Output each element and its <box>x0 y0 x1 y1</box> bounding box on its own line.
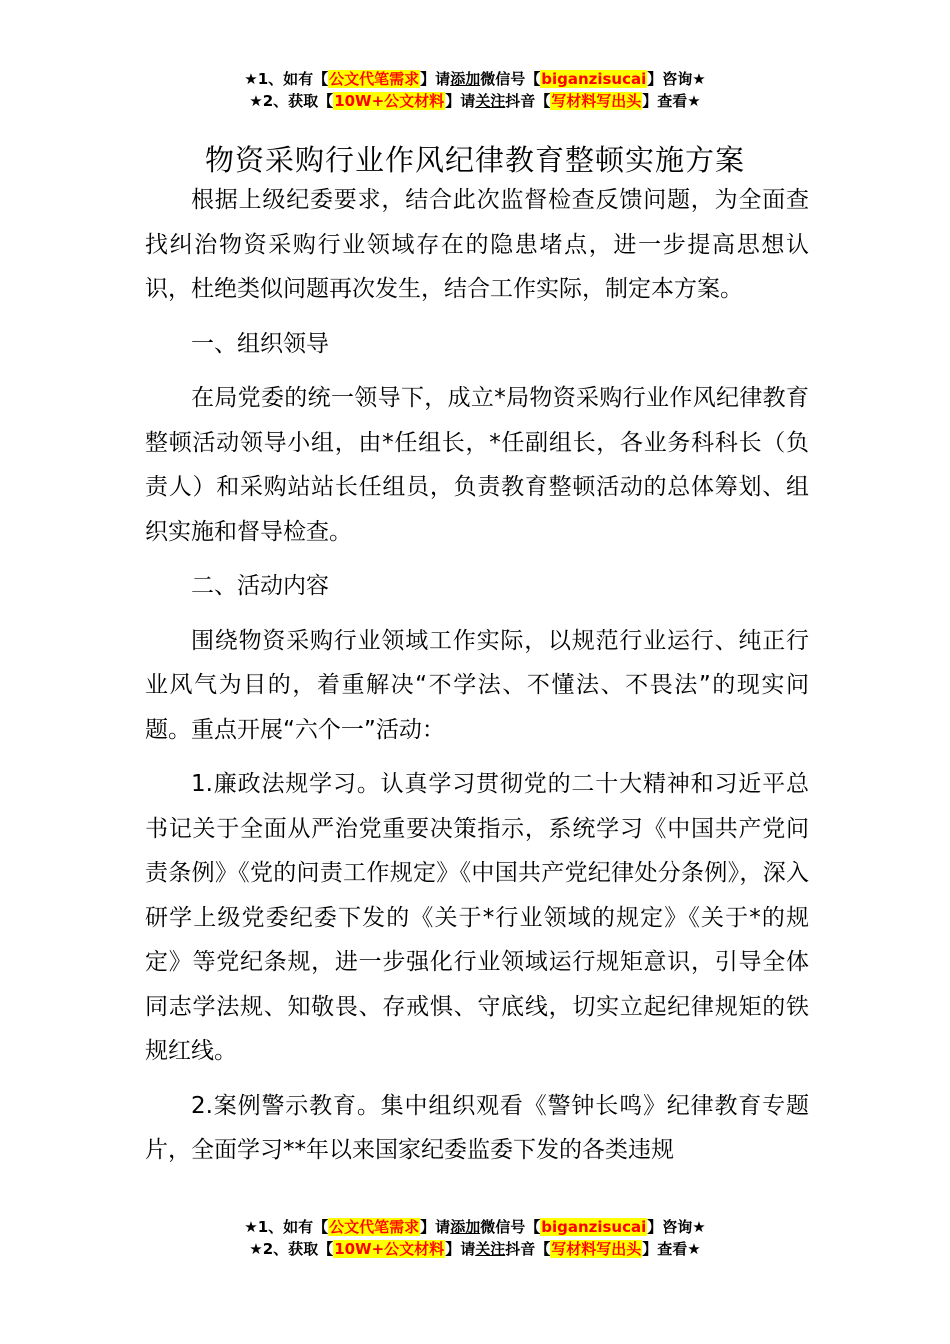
promo-text: 】查看★ <box>642 92 701 110</box>
intro-paragraph: 根据上级纪委要求，结合此次监督检查反馈问题，为全面查找纠治物资采购行业领域存在的隐患堵点，进一步提高思想认识，杜绝类似问题再次发生，结合工作实际，制定本方案。 <box>145 187 809 302</box>
promo-highlight: 公文代笔需求 <box>329 70 420 88</box>
promo-text: 】咨询★ <box>647 70 706 88</box>
organization-paragraph: 在局党委的统一领导下，成立*局物资采购行业作风纪律教育整顿活动领导小组，由*任组长，*任副组长，各业务科科长（负责人）和采购站站长任组员，负责教育整顿活动的总体筹划、组织实施和督导检查。 <box>145 385 809 545</box>
document-title: 物资采购行业作风纪律教育整顿实施方案 <box>204 143 745 178</box>
promo-line-2 <box>0 1238 950 1260</box>
promo-text: 】请 <box>420 70 451 88</box>
promo-text: ★2、获取【 <box>249 1240 334 1258</box>
promo-highlight: 10W+公文材料 <box>334 92 445 110</box>
promo-wechat-id: biganzisucai <box>541 1218 647 1236</box>
section-heading-organization: 一、组织领导 <box>191 330 329 357</box>
promo-line-2 <box>0 90 950 112</box>
promo-underlined: 关注 <box>475 1240 506 1258</box>
activities-intro-paragraph: 围绕物资采购行业领域工作实际，以规范行业运行、纯正行业风气为目的，着重解决“不学法、不懂法、不畏法”的现实问题。重点开展“六个一”活动： <box>145 627 809 743</box>
promo-highlight: 10W+公文材料 <box>334 1240 445 1258</box>
promo-underlined: 添加 <box>450 1218 481 1236</box>
promo-underlined: 添加 <box>450 70 481 88</box>
promo-douyin-id: 写材料写出头 <box>551 92 642 110</box>
section-heading-activities: 二、活动内容 <box>191 573 329 599</box>
promo-text: ★1、如有【 <box>244 1218 329 1236</box>
document-body <box>145 178 809 1173</box>
promo-wechat-id: biganzisucai <box>541 70 647 88</box>
promo-underlined: 关注 <box>475 92 506 110</box>
activity-item-2: 2.案例警示教育。集中组织观看《警钟长鸣》纪律教育专题片，全面学习**年以来国家纪委监委下发的各类违规 <box>145 1092 809 1163</box>
promo-text: ★1、如有【 <box>244 70 329 88</box>
bottom-promo-banner <box>0 1216 950 1260</box>
promo-text: 】请 <box>420 1218 451 1236</box>
top-promo-banner <box>0 68 950 112</box>
promo-text: 抖音【 <box>505 1240 551 1258</box>
promo-text: 微信号【 <box>480 70 541 88</box>
promo-text: 】请 <box>445 1240 476 1258</box>
promo-line-1 <box>0 68 950 90</box>
promo-text: 】查看★ <box>642 1240 701 1258</box>
promo-text: ★2、获取【 <box>249 92 334 110</box>
promo-text: 】请 <box>445 92 476 110</box>
promo-text: 微信号【 <box>480 1218 541 1236</box>
promo-line-1 <box>0 1216 950 1238</box>
activity-item-1: 1.廉政法规学习。认真学习贯彻党的二十大精神和习近平总书记关于全面从严治党重要决策指示，系统学习《中国共产党问责条例》《党的问责工作规定》《中国共产党纪律处分条例》，深入研学上级党委纪委下发的《关于*行业领域的规定》《关于*的规定》等党纪条规，进一步强化行业领域运行规矩意识，引导全体同志学法规、知敬畏、存戒惧、守底线，切实立起纪律规矩的铁规红线。 <box>145 771 809 1064</box>
promo-douyin-id: 写材料写出头 <box>551 1240 642 1258</box>
promo-text: 】咨询★ <box>647 1218 706 1236</box>
promo-highlight: 公文代笔需求 <box>329 1218 420 1236</box>
promo-text: 抖音【 <box>505 92 551 110</box>
